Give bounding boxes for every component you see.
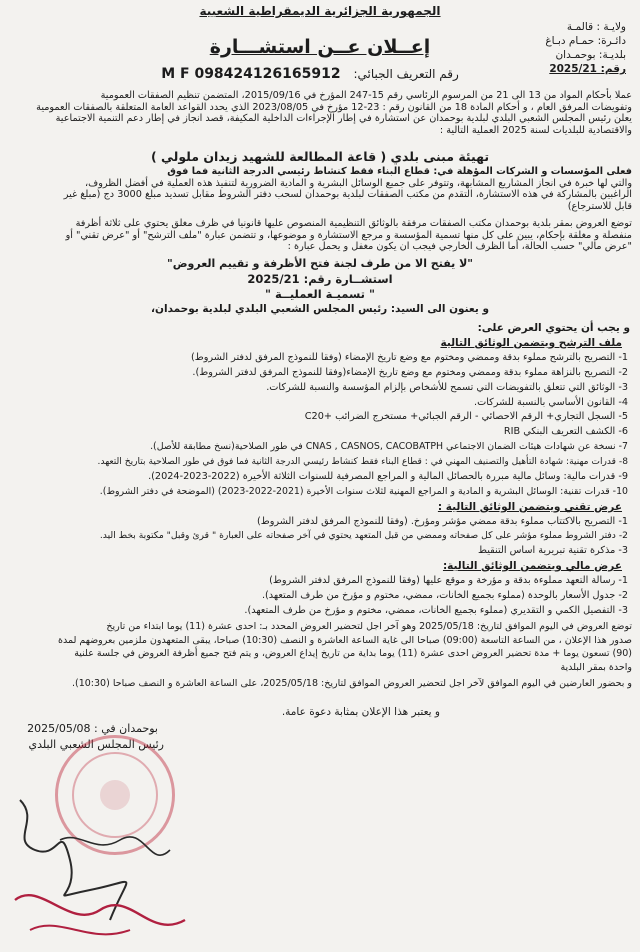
tax-id: [100, 66, 520, 82]
eligibility-line: والتي لها خبرة في انجاز المشاريع المشابهة، وتتوفر على جميع الوسائل البشرية و المادية الضرورية لتنفيذ هذه العملية في أفضل الظروف،: [85, 177, 632, 189]
financial-item: 2- جدول الأسعار بالوحدة (مملوء بجميع الخانات، ممضي، مختوم و مؤرخ من طرف المتعهد).: [261, 590, 628, 601]
intro-line: يعلن رئيس المجلس الشعبي البلدي لبلدية بوحمدان عن استشارة في إطار الإجراءات الداخلية المكيفة، قصد انجاز في إطار دعم التنمية الاجتماعية: [55, 113, 632, 125]
candidacy-item: 1- التصريح بالترشح مملوء بدقة وممضي ومختوم مع وضع تاريخ الإمضاء (وفقا للنموذج المرفق لدفتر الشروط): [191, 352, 628, 363]
deadline-paragraph: [8, 620, 632, 691]
submission-line: "عرض مالي" حسب الحالة، أما الظرف الخارجي فيجب ان يكون مغفل و يحمل عبارة :: [287, 241, 632, 253]
financial-item: 1- رسالة التعهد مملوءة بدقة و مؤرخة و موقع عليها (وفقا للنموذج المرفق لدفتر الشروط): [269, 575, 628, 586]
reference-value: 2025/21: [549, 63, 597, 75]
handwritten-signature: [0, 780, 200, 950]
intro-line: وتفويضات المرفق العام ، و أحكام المادة 18 من القانون رقم : 23-12 مؤرخ في 2023/08/05 الذي يحدد القواعد العامة المتعلقة بالصفقات العمومية: [36, 101, 632, 113]
submission-paragraph: [8, 218, 632, 253]
financial-title: عرض مالي ويتضمن الوثائق التالية:: [442, 560, 622, 572]
tax-id-value: M F 098424126165912: [161, 66, 341, 82]
candidacy-item: 3- الوثائق التي تتعلق بالتفويضات التي تسمح للأشخاص بإلزام المؤسسة والنسبة للشركات.: [266, 382, 628, 393]
intro-line: عملا بأحكام المواد من 13 الى 21 من المرسوم الرئاسي رقم 15-247 المؤرخ في 2015/09/16، المتضمن تنظيم الصفقات العمومية: [100, 90, 632, 101]
reference-number: [549, 62, 626, 76]
financial-item: 3- التفصيل الكمي و التقديري (مملوء بجميع الخانات، ممضي، مختوم و مؤرخ من طرف المتعهد).: [244, 605, 628, 616]
candidacy-item: 8- قدرات مهنية: شهادة التأهيل والتصنيف المهني في : قطاع البناء فقط كنشاط رئيسي الدرجة الثانية فما فوق في طور الصلاحية بتاريخ التعهد.: [97, 457, 628, 467]
candidacy-item: 5- السجل التجاري+ الرقم الاحصائي - الرقم الجبائي+ مستخرج الضرائب +C20: [304, 411, 628, 422]
candidacy-item: 10- قدرات تقنية: الوسائل البشرية و المادية و المراجع المهنية لثلاث سنوات الأخيرة (2021-2022-2023) (الموضحة في دفتر الشروط).: [99, 486, 628, 497]
technical-item: 1- التصريح بالاكتتاب مملوء بدقة ممضي مؤشر ومؤرخ. (وفقا للنموذج المرفق لدفتر الشروط): [256, 516, 628, 527]
deadline-line: و بحضور العارضين في اليوم الموافق لآخر اجل لتحضير العروض الموافق لتاريخ: 2025/05/18، على الساعة العاشرة و النصف صباحا (10:30).: [71, 678, 632, 689]
republic-header: الجمهورية الجزائرية الديمقراطية الشعبية: [199, 4, 441, 18]
deadline-line: (90) تسعون يوما + مدة تحضير العروض احدى عشرة (11) يوما بداية من تاريخ إيداع العروض، و يتم فتح جميع أظرفة العروض في جلسة علنية: [74, 648, 632, 659]
reference-label: رقم:: [600, 63, 626, 75]
intro-paragraph: [8, 90, 632, 136]
offer-intro: و يجب أن يحتوي العرض على:: [477, 322, 630, 334]
deadline-line: صدور هذا الإعلان ، من الساعة التاسعة (09:00) صباحا الى غاية الساعة العاشرة و النصف (10:30) صباحا، يبقى المتعهدون ملزمين بعروضهم لمدة: [58, 634, 632, 646]
candidacy-title: ملف الترشح ويتضمن الوثائق التالية: [440, 337, 622, 349]
technical-item: 3- مذكرة تقنية تبريرية اساس التنقيط: [478, 545, 628, 556]
candidacy-item: 7- نسخة عن شهادات هيئات الضمان الاجتماعي CNAS , CASNOS, CACOBATPH في طور الصلاحية(نسخ مطابقة للأصل).: [150, 441, 628, 452]
envelope-operation: " تسميـة العمليــة ": [264, 287, 375, 301]
eligibility-line: فعلى المؤسسات و الشركات المؤهلة في: قطاع البناء فقط كنشاط رئيسي الدرجة الثانية فما فوق: [167, 166, 632, 177]
tax-id-label: رقم التعريف الجبائي:: [353, 67, 459, 81]
page-title: إعــلان عــن استشـــارة: [209, 36, 431, 58]
closing-statement: و يعتبر هذا الإعلان بمثابة دعوة عامة.: [281, 706, 440, 718]
envelope-addressee: و يعنون الى السيد: رئيس المجلس الشعبي البلدي لبلدية بوحمدان،: [151, 303, 489, 315]
wilaya-line: ولايـة : قالمـة: [566, 21, 626, 33]
candidacy-item: 6- الكشف التعريف البنكي RIB: [503, 426, 628, 437]
eligibility-paragraph: [8, 166, 632, 212]
envelope-notice: "لا يفتح الا من طرف لجنة فتح الأظرفة و تقييم العروض": [166, 257, 474, 270]
candidacy-item: 2- التصريح بالنزاهة مملوء بدقة وممضي ومختوم مع وضع تاريخ الإمضاء(وفقا للنموذج المرفق لدفتر الشروط).: [192, 367, 628, 378]
envelope-consultation: استشــارة رقم: 2025/21: [247, 272, 393, 286]
technical-item: 2- دفتر الشروط مملوء مؤشر على كل صفحاته وممضي من قبل المتعهد يحتوي في آخر صفحاته على العبارة " قرئ وقبل" مكتوبة بخط اليد.: [99, 530, 628, 541]
deadline-line: توضع العروض في اليوم الموافق لتاريخ: 2025/05/18 وهو آخر اجل لتحضير العروض المحدد بـ: احدى عشرة (11) يوما ابتداء من تاريخ: [106, 621, 632, 632]
eligibility-line: قابل للاسترجاع): [567, 200, 632, 212]
signature-place-date: بوحمدان في : 2025/05/08: [27, 722, 158, 735]
eligibility-line: الراغبين بالمشاركة في هذه الاستشارة، التقدم من مكتب الصفقات لبلدية بوحمدان لسحب دفتر الشروط مقابل تسديد مبلغ 3000 دج (مبلغ غير: [63, 189, 632, 201]
operation-subject: تهيئة مبنى بلدي ( قاعة المطالعة للشهيد زيدان ملولي ): [150, 149, 490, 164]
signature-role: رئيس المجلس الشعبي البلدي: [28, 738, 164, 751]
technical-title: عرض تقني ويتضمن الوثائق التالية :: [437, 501, 622, 513]
candidacy-item: 9- قدرات مالية: وسائل مالية مبررة بالحصائل المالية و المراجع المصرفية للسنوات الثلاثة الأخيرة (2022-2023-2024).: [148, 471, 628, 482]
commune-line: بلديـة: بوحمـدان: [555, 49, 626, 61]
intro-line: والاقتصادية للبلديات لسنة 2025 العملية التالية :: [439, 124, 632, 136]
submission-line: توضع العروض بمقر بلدية بوحمدان مكتب الصفقات مرفقة بالوثائق التنظيمية المنصوص عليها قانونيا في ظرف مغلق يحتوي على ثلاثة أظرفة: [75, 218, 632, 229]
submission-line: منفصلة و مغلقة بإحكام، يبين على كل منها تسمية المؤسسة و مرجع الاستشارة و موضوعها، و تتضمن عبارة "ملف الترشح" أو "عرض تقني" أو: [65, 229, 632, 241]
candidacy-item: 4- القانون الأساسي بالنسبة للشركات.: [474, 397, 628, 408]
daira-line: دائـرة: حمـام دبـاغ: [545, 35, 626, 47]
deadline-line: واحدة بمقر البلدية: [560, 661, 632, 673]
